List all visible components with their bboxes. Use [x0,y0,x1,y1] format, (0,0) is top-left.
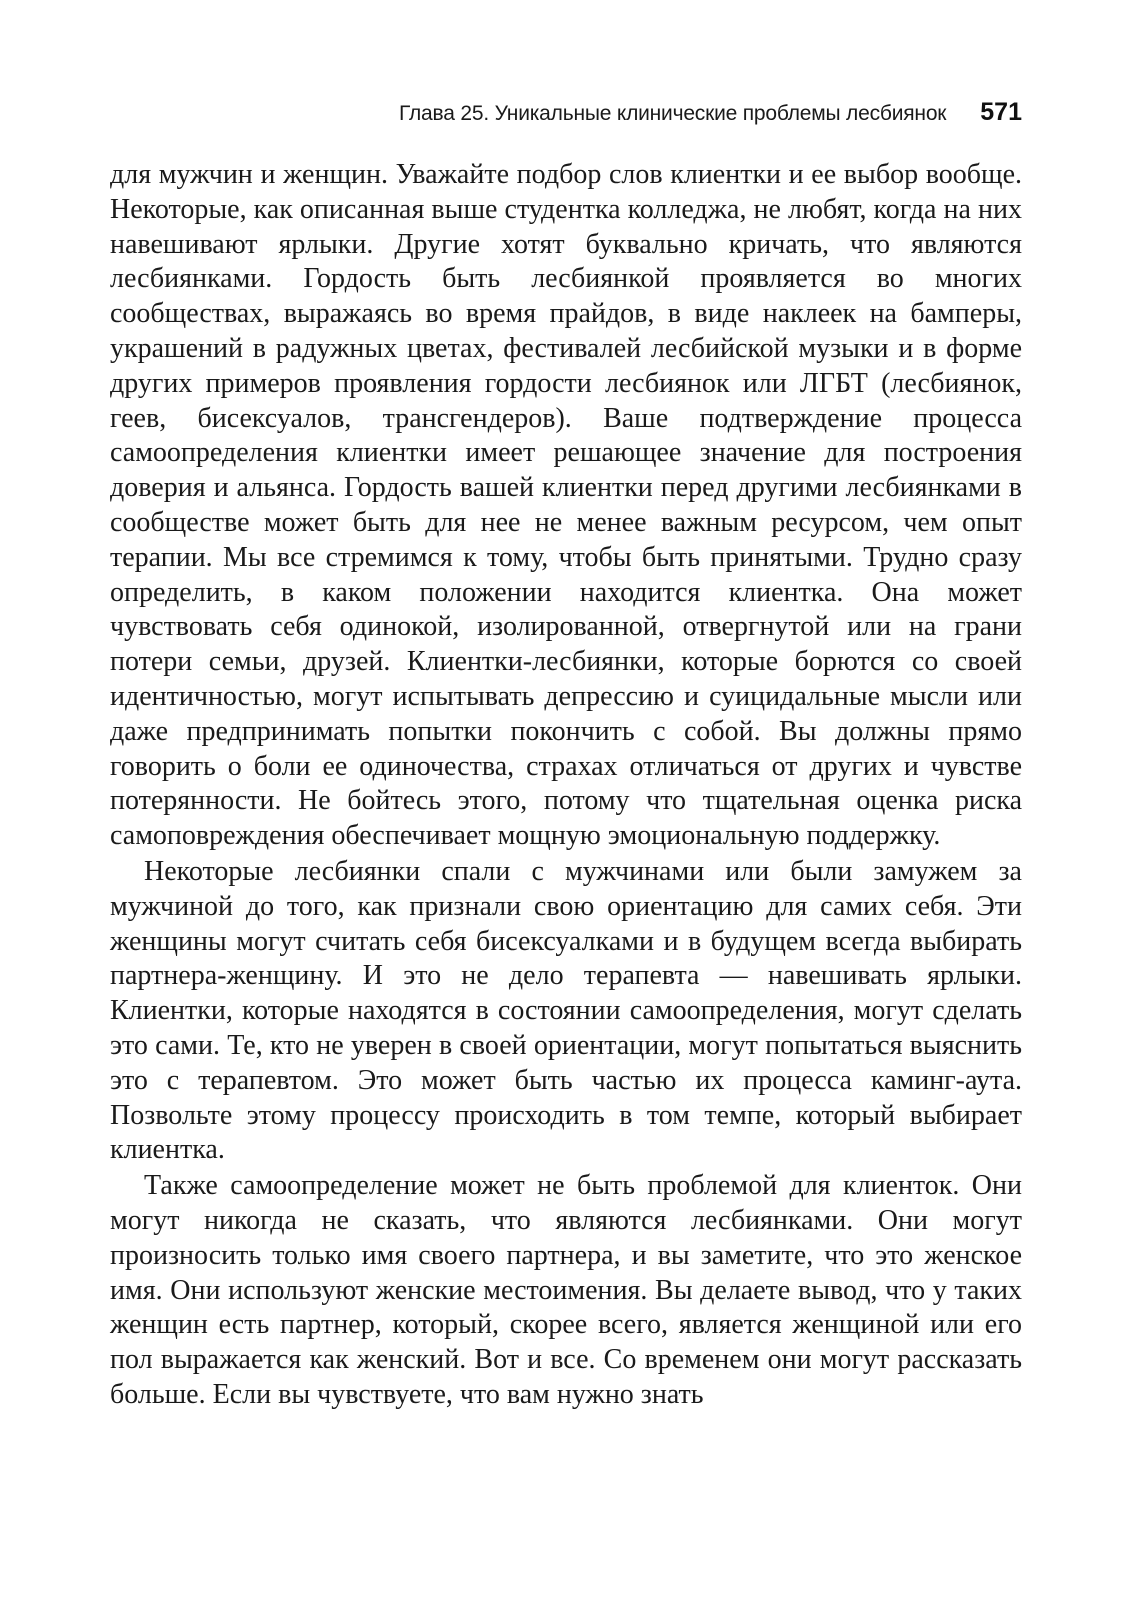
body-text [110,158,1022,1413]
running-head [110,98,1022,138]
page-number: 571 [980,98,1022,126]
running-title: Глава 25. Уникальные клинические проблемы лесбиянок [399,102,947,125]
paragraph: Также самоопределение может не быть проблемой для клиенток. Они могут никогда не сказать, что являются лесбиянками. Они могут произносить только имя своего партнера, и вы заметите, что это женское имя. Они используют женские местоимения. Вы делаете вывод, что у таких женщин есть партнер, который, скорее всего, является женщиной или его пол выражается как женский. Вот и все. Со временем они могут рассказать больше. Если вы чувствуете, что вам нужно знать [110,1170,1022,1410]
paragraph: Некоторые лесбиянки спали с мужчинами или были замужем за мужчиной до того, как признали свою ориентацию для самих себя. Эти женщины могут считать себя бисексуалками и в будущем всегда выбирать партнера-женщину. И это не дело терапевта — навешивать ярлыки. Клиентки, которые находятся в состоянии самоопределения, могут сделать это сами. Те, кто не уверен в своей ориентации, могут попытаться выяснить это с терапевтом. Это может быть частью их процесса каминг-аута. Позвольте этому процессу происходить в том темпе, который выбирает клиентка. [110,855,1022,1166]
paragraph-continued: для мужчин и женщин. Уважайте подбор слов клиентки и ее выбор вообще. Некоторые, как описанная выше студентка колледжа, не любят, когда на них навешивают ярлыки. Другие хотят буквально кричать, что являются лесбиянками. Гордость быть лесбиянкой проявляется во многих сообществах, выражаясь во время прайдов, в виде наклеек на бамперы, украшений в радужных цветах, фестивалей лесбийской музыки и в форме других примеров проявления гордости лесбиянок или ЛГБТ (лесбиянок, геев, бисексуалов, трансгендеров). Ваше подтверждение процесса самоопределения клиентки имеет решающее значение для построения доверия и альянса. Гордость вашей клиентки перед другими лесбиянками в сообществе может быть для нее не менее важным ресурсом, чем опыт терапии. Мы все стремимся к тому, чтобы быть принятыми. Трудно сразу определить, в каком положении находится клиентка. Она может чувствовать себя одинокой, изолированной, отвергнутой или на грани потери семьи, друзей. Клиентки-лесбиянки, которые борются со своей идентичностью, могут испытывать депрессию и суицидальные мысли или даже предпринимать попытки покончить с собой. Вы должны прямо говорить о боли ее одиночества, страхах отличаться от других и чувстве потерянности. Не бойтесь этого, потому что тщательная оценка риска самоповреждения обеспечивает мощную эмоциональную поддержку. [110,159,1022,852]
